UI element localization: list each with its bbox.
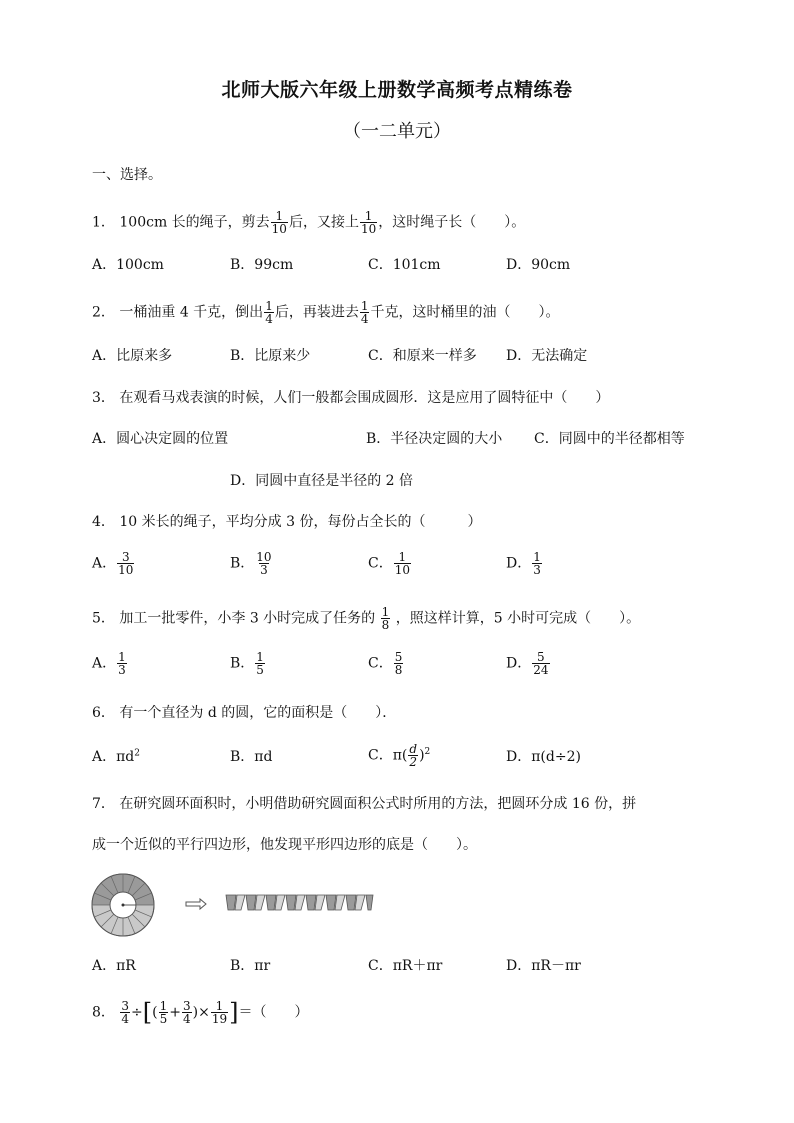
option-b[interactable]: B．99cm — [230, 257, 294, 273]
numerator: 1 — [381, 605, 390, 619]
left-paren: ( — [152, 1004, 158, 1021]
question-number: 1． — [92, 214, 115, 231]
question-number: 8． — [92, 1004, 115, 1021]
option-d[interactable]: D．πR－πr — [506, 958, 581, 974]
left-bracket: [ — [142, 998, 153, 1027]
option-d[interactable] — [506, 551, 543, 576]
question-text: 10 米长的绳子，平均分成 3 份，每份占全长的（ ） — [119, 514, 482, 530]
option-a[interactable] — [92, 651, 128, 676]
numerator: 1 — [360, 299, 369, 313]
numerator: 1 — [159, 999, 168, 1013]
option-d[interactable]: D．π(d÷2) — [506, 749, 581, 765]
numerator: 1 — [364, 209, 373, 223]
option-b[interactable] — [230, 651, 266, 676]
question-text: 加工一批零件，小李 3 小时完成了任务的 — [119, 610, 376, 627]
page-subtitle: （一二单元） — [343, 121, 451, 142]
numerator: 1 — [275, 209, 284, 223]
fraction — [117, 551, 134, 576]
option-label: D． — [506, 655, 532, 672]
times-sign: × — [198, 1004, 210, 1021]
question-4 — [92, 514, 481, 530]
divide-sign: ÷ — [131, 1004, 143, 1021]
fraction — [182, 1000, 192, 1025]
question-2 — [92, 300, 559, 325]
denominator: 8 — [381, 618, 390, 632]
option-d[interactable]: D．无法确定 — [506, 348, 588, 364]
option-c[interactable]: C．和原来一样多 — [368, 348, 477, 364]
option-text: ) — [419, 747, 425, 764]
option-text: C．π( — [368, 747, 408, 764]
numerator: 1 — [256, 650, 264, 664]
fraction — [394, 651, 404, 676]
denominator: 3 — [533, 563, 541, 577]
question-text: 后，再装进去 — [274, 304, 359, 321]
parallelogram-diagram — [226, 895, 373, 910]
numerator: 5 — [537, 650, 545, 664]
question-number: 3． — [92, 390, 115, 406]
option-c[interactable] — [368, 651, 404, 676]
denominator: 3 — [118, 663, 126, 677]
numerator: d — [409, 742, 418, 756]
plus-sign: + — [169, 1004, 181, 1021]
question-number: 6． — [92, 705, 115, 721]
numerator: 1 — [118, 650, 126, 664]
answer-blank: ＝（ ） — [238, 1004, 309, 1021]
denominator: 10 — [360, 222, 377, 236]
numerator: 1 — [398, 550, 407, 564]
fraction — [532, 551, 542, 576]
fraction — [532, 651, 549, 676]
exponent: 2 — [134, 748, 141, 759]
denominator: 4 — [360, 312, 369, 326]
option-b[interactable]: B．比原来少 — [230, 348, 311, 364]
question-text: 一桶油重 4 千克，倒出 — [119, 304, 264, 321]
denominator: 5 — [159, 1012, 168, 1026]
option-label: C． — [368, 655, 393, 672]
question-text: ，照这样计算，5 小时可完成（ ）。 — [395, 610, 641, 627]
denominator: 8 — [394, 663, 403, 677]
denominator: 10 — [271, 222, 287, 236]
question-6 — [92, 705, 396, 721]
fraction — [360, 210, 377, 235]
right-paren: ) — [192, 1004, 199, 1021]
option-c[interactable] — [368, 743, 430, 768]
denominator: 5 — [256, 663, 264, 677]
denominator: 2 — [409, 755, 418, 769]
arrow-icon — [186, 899, 206, 909]
numerator: 3 — [182, 999, 191, 1013]
option-a[interactable]: A．比原来多 — [92, 348, 173, 364]
question-8 — [92, 1000, 308, 1025]
option-c[interactable]: C．同圆中的半径都相等 — [534, 431, 685, 447]
fraction — [117, 651, 127, 676]
question-text: ，这时绳子长（ ）。 — [378, 214, 526, 231]
numerator: 1 — [533, 550, 541, 564]
option-label: A． — [92, 555, 117, 572]
fraction — [394, 551, 411, 576]
option-a[interactable] — [92, 551, 135, 576]
question-1 — [92, 210, 525, 235]
option-label: C． — [368, 555, 393, 572]
option-a[interactable]: A．圆心决定圆的位置 — [92, 431, 229, 447]
numerator: 10 — [256, 550, 272, 564]
section-heading: 一、选择。 — [92, 167, 162, 183]
question-text: 在观看马戏表演的时候，人们一般都会围成圆形．这是应用了圆特征中（ ） — [119, 390, 610, 406]
option-d[interactable]: D．同圆中直径是半径的 2 倍 — [230, 473, 414, 489]
question-text: 后，又接上 — [288, 214, 359, 231]
numerator: 5 — [394, 650, 403, 664]
numerator: 3 — [121, 999, 130, 1013]
fraction — [360, 300, 370, 325]
denominator: 4 — [265, 312, 273, 326]
option-text: A．πd — [92, 749, 135, 765]
fraction — [381, 606, 391, 631]
question-text: 在研究圆环面积时，小明借助研究圆面积公式时所用的方法，把圆环分成 16 份，拼 — [119, 796, 637, 812]
option-b[interactable]: B．πd — [230, 749, 273, 765]
question-number: 2． — [92, 304, 115, 321]
fraction — [255, 551, 272, 576]
fraction — [255, 651, 265, 676]
option-label: B． — [230, 655, 255, 672]
denominator: 10 — [118, 563, 134, 577]
exponent: 2 — [424, 746, 431, 757]
option-b[interactable]: B．半径决定圆的大小 — [366, 431, 503, 447]
fraction — [159, 1000, 169, 1025]
numerator: 3 — [121, 550, 130, 564]
question-5 — [92, 606, 640, 631]
option-d[interactable]: D．90cm — [506, 257, 571, 273]
denominator: 19 — [211, 1012, 228, 1026]
question-text: 千克，这时桶里的油（ ）。 — [370, 304, 560, 321]
option-label: D． — [506, 555, 532, 572]
question-7 — [92, 796, 636, 812]
option-b[interactable] — [230, 551, 274, 576]
option-label: A． — [92, 655, 117, 672]
denominator: 3 — [260, 563, 268, 577]
numerator: 1 — [265, 299, 273, 313]
numerator: 1 — [215, 999, 224, 1013]
option-a[interactable] — [92, 749, 140, 765]
page-title: 北师大版六年级上册数学高频考点精练卷 — [221, 79, 573, 101]
fraction — [211, 1000, 228, 1025]
denominator: 4 — [182, 1012, 191, 1026]
option-b[interactable]: B．πr — [230, 958, 271, 974]
option-label: B． — [230, 555, 255, 572]
fraction — [264, 300, 274, 325]
option-c[interactable]: C．πR＋πr — [368, 958, 443, 974]
option-d[interactable] — [506, 651, 551, 676]
option-a[interactable]: A．πR — [92, 958, 136, 974]
ring-to-parallelogram-figure — [90, 872, 380, 938]
option-a[interactable]: A．100cm — [92, 257, 164, 273]
question-3 — [92, 390, 609, 406]
denominator: 24 — [533, 663, 549, 677]
question-7-line-2: 成一个近似的平行四边形，他发现平形四边形的底是（ ）。 — [92, 837, 477, 853]
question-text: 有一个直径为 d 的圆，它的面积是（ ）． — [119, 705, 397, 721]
denominator: 4 — [121, 1012, 130, 1026]
question-number: 7． — [92, 796, 115, 812]
fraction — [120, 1000, 130, 1025]
option-c[interactable]: C．101cm — [368, 257, 441, 273]
fraction — [408, 743, 418, 768]
fraction — [271, 210, 288, 235]
right-bracket: ] — [229, 998, 239, 1027]
option-c[interactable] — [368, 551, 412, 576]
question-text: 100cm 长的绳子，剪去 — [119, 214, 270, 231]
question-number: 5． — [92, 610, 115, 627]
ring-diagram — [92, 874, 154, 936]
denominator: 10 — [394, 563, 410, 577]
question-number: 4． — [92, 514, 115, 530]
